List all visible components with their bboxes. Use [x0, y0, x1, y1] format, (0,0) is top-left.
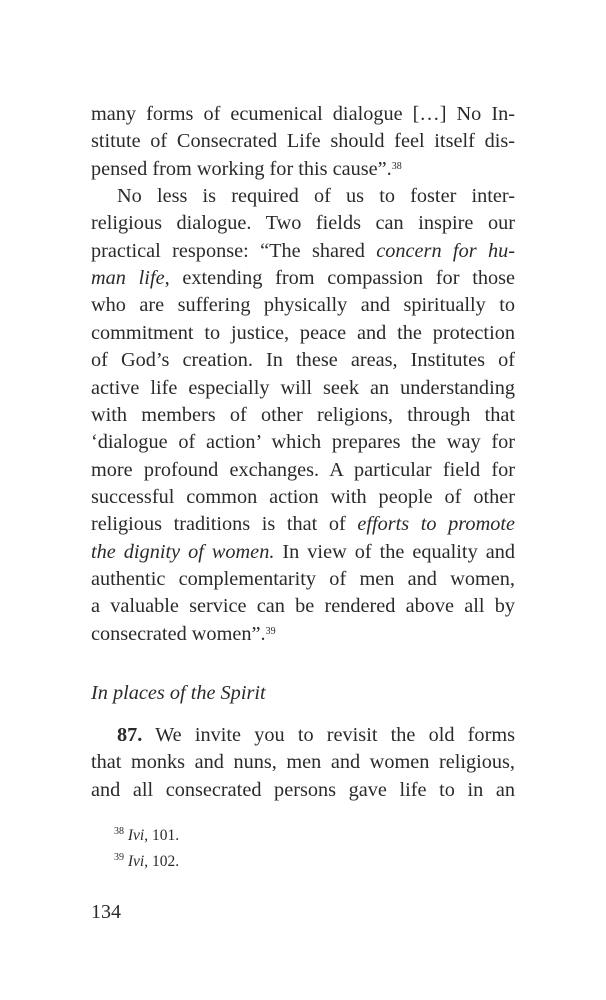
text-segment: efforts to promote [357, 513, 515, 536]
footnote-text: , 101. [144, 827, 180, 844]
footnote [114, 852, 179, 872]
footnote-ref-marker: 38 [391, 160, 402, 172]
text-segment: concern for hu- [376, 239, 515, 262]
text-segment: stitute of Consecrated Life should feel itself dis- [91, 130, 515, 153]
text-segment: authentic complementarity of men and women, [91, 567, 515, 590]
footnote-number: 38 [114, 826, 124, 837]
text-segment: ‘dialogue of action’ which prepares the way for [91, 431, 515, 454]
text-line [91, 722, 515, 748]
text-segment: of God’s creation. In these areas, Institutes of [91, 349, 515, 372]
text-segment: religious traditions is that of [91, 513, 358, 536]
text-segment: a valuable service can be rendered above all by [91, 595, 515, 618]
text-segment: We invite you to revisit the old forms [142, 724, 515, 746]
text-segment: No less is required of us to foster inter- [117, 185, 515, 208]
footnote-number: 39 [114, 852, 124, 863]
text-line [91, 566, 515, 592]
text-line [91, 210, 515, 236]
text-segment: more profound exchanges. A particular field for [91, 458, 515, 481]
text-line [91, 375, 515, 401]
text-line [91, 539, 515, 565]
text-line [91, 183, 515, 209]
text-segment: 87. [117, 724, 143, 746]
text-line [91, 320, 515, 346]
text-segment: , extending from compassion for those [164, 267, 516, 290]
text-segment: commitment to justice, peace and the protection [91, 321, 515, 344]
text-segment: pensed from working for this cause”. [91, 157, 392, 180]
text-segment: religious dialogue. Two fields can inspire our [91, 212, 515, 235]
text-line [91, 593, 515, 619]
footnote-ref: Ivi [127, 827, 145, 844]
text-line [91, 156, 515, 182]
text-segment: practical response: “The shared [91, 239, 377, 262]
footnote-ref: Ivi [127, 853, 145, 870]
text-line [91, 402, 515, 428]
text-line [91, 457, 515, 483]
footnote-text: , 102. [144, 853, 180, 870]
text-line [91, 749, 515, 775]
text-line [91, 347, 515, 373]
text-line [91, 292, 515, 318]
text-line [91, 511, 515, 537]
text-segment: many forms of ecumenical dialogue […] No In- [91, 103, 515, 125]
page-number: 134 [91, 901, 121, 923]
text-segment: the dignity of women. [91, 540, 275, 563]
text-segment: and all consecrated persons gave life to in an [91, 778, 515, 801]
text-segment: consecrated women”. [91, 622, 266, 645]
section-heading: In places of the Spirit [91, 682, 266, 704]
text-segment: man life [91, 267, 165, 290]
footnote [114, 826, 179, 846]
text-line [91, 429, 515, 455]
text-segment: successful common action with people of other [91, 485, 515, 508]
text-segment: that monks and nuns, men and women religious, [91, 751, 515, 774]
text-segment: with members of other religions, through that [91, 403, 515, 426]
text-line [91, 101, 515, 127]
text-line [91, 265, 515, 291]
text-segment: active life especially will seek an understanding [91, 376, 515, 399]
text-line [91, 238, 515, 264]
text-segment: In view of the equality and [274, 540, 515, 563]
text-line [91, 128, 515, 154]
footnote-ref-marker: 39 [265, 625, 276, 637]
text-line [91, 484, 515, 510]
text-line [91, 621, 515, 647]
text-line [91, 777, 515, 803]
text-segment: who are suffering physically and spiritually to [91, 294, 515, 317]
